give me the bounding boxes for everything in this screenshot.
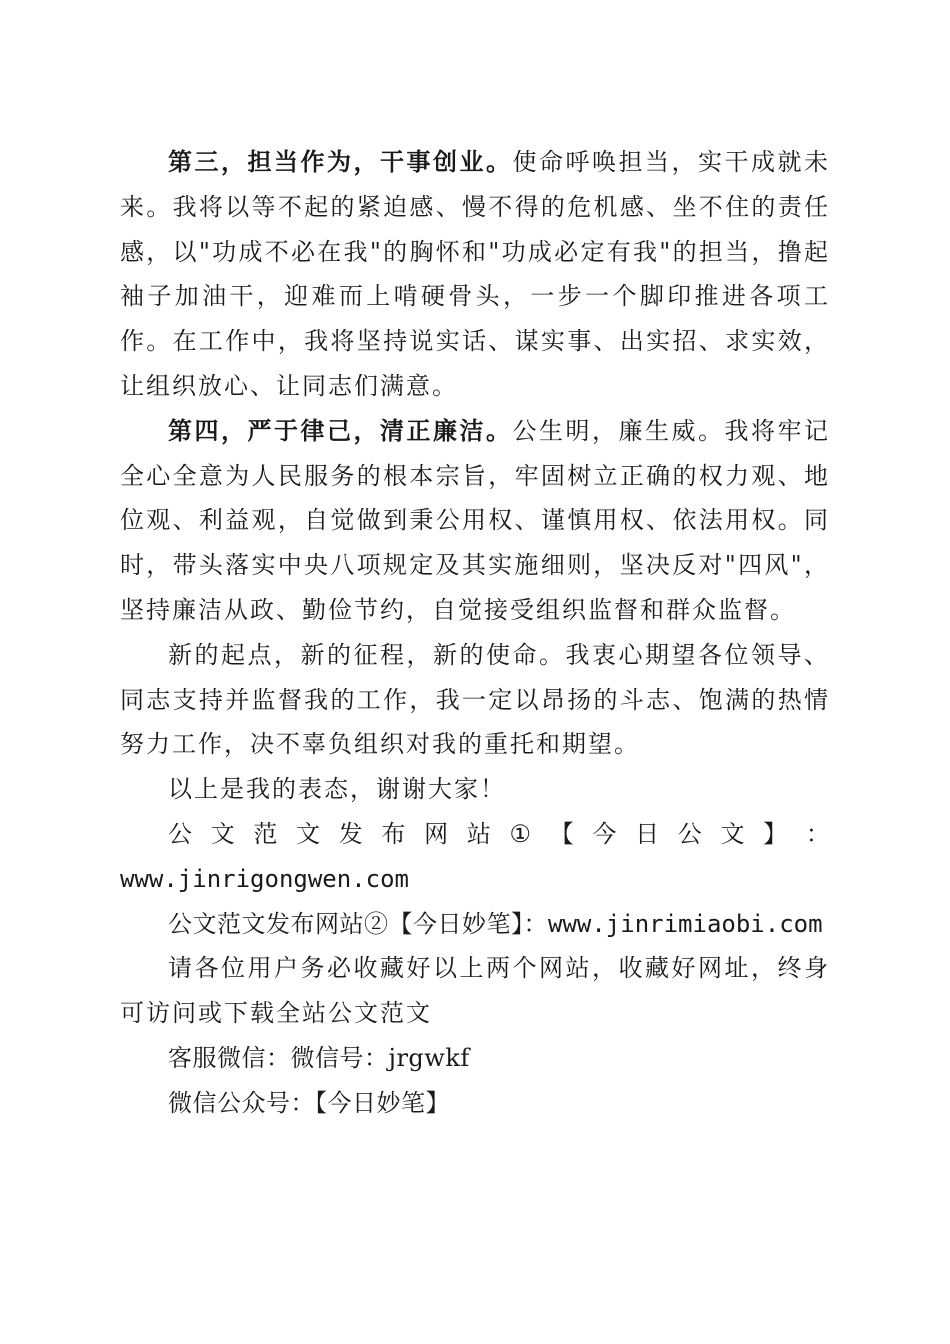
paragraph-fourth bbox=[120, 409, 830, 633]
site2-line bbox=[120, 902, 830, 947]
site1-url[interactable]: www.jinrigongwen.com bbox=[120, 864, 409, 893]
site1-char: 网 bbox=[424, 819, 449, 848]
paragraph-third bbox=[120, 140, 830, 409]
paragraph-text: 以上是我的表态，谢谢大家！ bbox=[168, 775, 506, 804]
notice-paragraph: 请各位用户务必收藏好以上两个网站，收藏好网址，终身可访问或下载全站公文范文 bbox=[120, 954, 830, 1028]
site2-label: 公文范文发布网站②【今日妙笔】： bbox=[168, 909, 548, 938]
paragraph-text: 公生明，廉生威。我将牢记全心全意为人民服务的根本宗旨，牢固树立正确的权力观、地位观、利益观，自觉做到秉公用权、谨慎用权、依法用权。同时，带头落实中央八项规定及其实施细则，坚决反对"四风"，坚持廉洁从政、勤俭节约，自觉接受组织监督和群众监督。 bbox=[120, 416, 830, 624]
document-page bbox=[120, 140, 830, 1126]
paragraph-text: 新的起点，新的征程，新的使命。我衷心期望各位领导、同志支持并监督我的工作，我一定以昂扬的斗志、饱满的热情努力工作，决不辜负组织对我的重托和期望。 bbox=[120, 640, 830, 759]
site1-char: 公 bbox=[677, 819, 702, 848]
site1-char: 文 bbox=[720, 819, 745, 848]
site1-char: ① bbox=[509, 819, 532, 848]
site1-char: 】 bbox=[763, 819, 788, 848]
paragraph-text: 使命呼唤担当，实干成就未来。我将以等不起的紧迫感、慢不得的危机感、坐不住的责任感，以"功成不必在我"的胸怀和"功成必定有我"的担当，撸起袖子加油干，迎难而上啃硬骨头，一步一个脚印推进各项工作。在工作中，我将坚持说实话、谋实事、出实招、求实效，让组织放心、让同志们满意。 bbox=[120, 148, 830, 400]
paragraph-thanks bbox=[120, 767, 830, 812]
site1-char: 今 bbox=[592, 819, 617, 848]
site1-char: 文 bbox=[210, 819, 235, 848]
site1-char: 文 bbox=[296, 819, 321, 848]
site1-char: 【 bbox=[549, 819, 574, 848]
site1-label-line bbox=[120, 812, 830, 857]
site1-char: 布 bbox=[381, 819, 406, 848]
site2-url[interactable]: www.jinrimiaobi.com bbox=[548, 909, 823, 938]
site1-char: 范 bbox=[253, 819, 278, 848]
paragraph-lead: 第三，担当作为，干事创业。 bbox=[168, 147, 513, 176]
site1-char: 日 bbox=[635, 819, 660, 848]
site1-char: 发 bbox=[338, 819, 363, 848]
wechat-public: 微信公众号：【今日妙笔】 bbox=[168, 1088, 450, 1117]
site1-char: 站 bbox=[466, 819, 491, 848]
site1-char: ： bbox=[805, 819, 830, 848]
paragraph-lead: 第四，严于律己，清正廉洁。 bbox=[168, 415, 513, 445]
site1-char: 公 bbox=[168, 819, 192, 848]
wechat-service: 客服微信：微信号：jrgwkf bbox=[168, 1043, 470, 1072]
paragraph-closing bbox=[120, 633, 830, 767]
